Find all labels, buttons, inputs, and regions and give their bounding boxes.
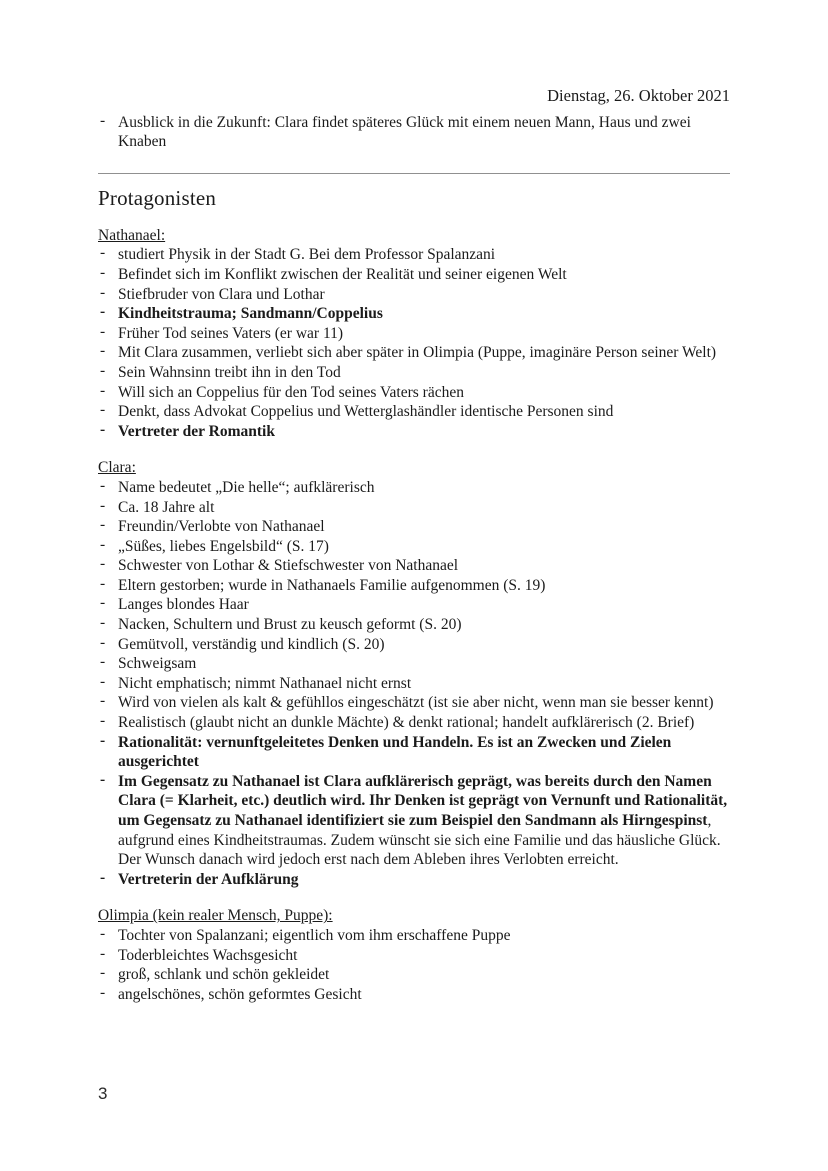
bullet-dash-icon: - xyxy=(100,361,106,379)
list-item-text xyxy=(118,734,671,771)
list-item-text xyxy=(118,423,275,440)
list-item xyxy=(98,245,730,265)
list-item xyxy=(98,556,730,576)
bullet-dash-icon: - xyxy=(100,712,106,730)
list-item xyxy=(98,576,730,596)
list-item-text: Realistisch (glaubt nicht an dunkle Mächte) & denkt rational; handelt aufklärerisch (2. Brief) xyxy=(118,714,695,732)
section-divider xyxy=(98,173,730,174)
bullet-dash-icon: - xyxy=(100,983,106,1001)
list-item xyxy=(98,265,730,285)
list-item-text: Sein Wahnsinn treibt ihn in den Tod xyxy=(118,363,341,381)
list-item-text: Nacken, Schultern und Brust zu keusch geformt (S. 20) xyxy=(118,616,462,634)
list-item-text: „Süßes, liebes Engelsbild“ (S. 17) xyxy=(118,537,329,555)
bullet-dash-icon: - xyxy=(100,496,106,514)
bullet-dash-icon: - xyxy=(100,964,106,982)
list-item-text xyxy=(118,286,325,303)
list-item-text: Nicht emphatisch; nimmt Nathanael nicht ernst xyxy=(118,674,412,692)
list-item-text: Ausblick in die Zukunft: Clara findet späteres Glück mit einem neuen Mann, Haus und zwei Knaben xyxy=(118,113,691,151)
list-item xyxy=(98,615,730,635)
list-item-text: Ca. 18 Jahre alt xyxy=(118,498,215,516)
bullet-dash-icon: - xyxy=(100,342,106,360)
bullet-dash-icon: - xyxy=(100,555,106,573)
list-item-text: Stiefbruder von Clara und Lothar xyxy=(118,285,325,303)
list-item xyxy=(98,965,730,985)
list-item xyxy=(98,478,730,498)
list-item xyxy=(98,285,730,305)
page-number: 3 xyxy=(98,1084,108,1103)
list-item-text xyxy=(118,694,714,711)
list-item-text: Befindet sich im Konflikt zwischen der Realität und seiner eigenen Welt xyxy=(118,265,567,283)
bullet-dash-icon: - xyxy=(100,244,106,262)
list-item-text: Denkt, dass Advokat Coppelius und Wetterglashändler identische Personen sind xyxy=(118,403,614,421)
list-item-text xyxy=(118,675,411,692)
list-item-text xyxy=(118,927,510,944)
bullet-dash-icon: - xyxy=(100,283,106,301)
list-item xyxy=(98,713,730,733)
bullet-dash-icon: - xyxy=(100,401,106,419)
bullet-dash-icon: - xyxy=(100,535,106,553)
bullet-dash-icon: - xyxy=(100,692,106,710)
list-item xyxy=(98,985,730,1005)
list-item-text: studiert Physik in der Stadt G. Bei dem Professor Spalanzani xyxy=(118,246,496,264)
list-item-text xyxy=(118,986,362,1003)
list-item-text xyxy=(118,403,613,420)
list-item-text xyxy=(118,714,694,731)
list-item-text xyxy=(118,325,343,342)
bullet-dash-icon: - xyxy=(100,303,106,321)
bullet-dash-icon: - xyxy=(100,868,106,886)
list-item-text: Eltern gestorben; wurde in Nathanaels Familie aufgenommen (S. 19) xyxy=(118,576,546,594)
list-item-text xyxy=(118,305,383,322)
list-item-text xyxy=(118,246,495,263)
list-item xyxy=(98,654,730,674)
list-item xyxy=(98,870,730,890)
character-section xyxy=(98,906,730,1004)
list-item-text: Mit Clara zusammen, verliebt sich aber später in Olimpia (Puppe, imaginäre Person seiner Welt) xyxy=(118,344,717,362)
list-item-text xyxy=(118,266,567,283)
section-list xyxy=(98,245,730,441)
page-title: Protagonisten xyxy=(98,185,217,210)
list-item xyxy=(98,517,730,537)
list-item xyxy=(98,383,730,403)
character-section xyxy=(98,458,730,889)
list-item-text-rest: , aufgrund eines Kindheitstraumas. Zudem wünscht sie sich eine Familie und das häusliche Glück. Der Wunsch danach wird jedoch erst nach dem Ableben ihres Verlobten erreicht. xyxy=(118,812,721,869)
list-item-text xyxy=(118,577,545,594)
bullet-dash-icon: - xyxy=(100,672,106,690)
list-item-text-bold: Im Gegensatz zu Nathanael ist Clara aufklärerisch geprägt, was bereits durch den Namen Clara (= Klarheit, etc.) deutlich wird. Ihr Denken ist geprägt von Vernunft und Rationalität, um Gegensatz zu Nathanael identifiziert sie zum Beispiel den Sandmann als Hirngespinst xyxy=(118,772,728,829)
bullet-dash-icon: - xyxy=(100,731,106,749)
list-item-text xyxy=(118,616,462,633)
bullet-dash-icon: - xyxy=(100,653,106,671)
list-item-text xyxy=(118,947,297,964)
list-item-text: Schweigsam xyxy=(118,655,197,673)
list-item-text: angelschönes, schön geformtes Gesicht xyxy=(118,985,362,1003)
bullet-dash-icon: - xyxy=(100,924,106,942)
list-item-text xyxy=(118,773,727,868)
bullet-dash-icon: - xyxy=(100,516,106,534)
bullet-dash-icon: - xyxy=(100,111,106,129)
section-title: Olimpia (kein realer Mensch, Puppe): xyxy=(98,907,333,925)
list-item-text: Langes blondes Haar xyxy=(118,596,249,614)
list-item-text xyxy=(118,636,384,653)
bullet-dash-icon: - xyxy=(100,381,106,399)
list-item-text: Will sich an Coppelius für den Tod seines Vaters rächen xyxy=(118,383,464,401)
bullet-dash-icon: - xyxy=(100,263,106,281)
bullet-dash-icon: - xyxy=(100,633,106,651)
list-item xyxy=(98,537,730,557)
bullet-dash-icon: - xyxy=(100,574,106,592)
list-item-text: Schwester von Lothar & Stiefschwester von Nathanael xyxy=(118,557,459,575)
section-title: Clara: xyxy=(98,459,136,477)
list-item-text xyxy=(118,538,329,555)
section-list xyxy=(98,478,730,889)
list-item-text xyxy=(118,114,691,151)
bullet-dash-icon: - xyxy=(100,944,106,962)
list-item xyxy=(98,635,730,655)
list-item-text xyxy=(118,364,341,381)
character-section xyxy=(98,226,730,442)
list-item xyxy=(98,674,730,694)
list-item-text: Freundin/Verlobte von Nathanael xyxy=(118,518,325,536)
list-item-text xyxy=(118,655,196,672)
list-item-text: Gemütvoll, verständig und kindlich (S. 20) xyxy=(118,635,385,653)
list-item xyxy=(98,113,730,152)
bullet-dash-icon: - xyxy=(100,770,106,788)
list-item-text xyxy=(118,557,458,574)
intro-list xyxy=(98,113,730,152)
list-item-text xyxy=(118,344,716,361)
list-item xyxy=(98,402,730,422)
list-item xyxy=(98,946,730,966)
list-item-text xyxy=(118,499,214,516)
list-item-text: Name bedeutet „Die helle“; aufklärerisch xyxy=(118,478,375,496)
list-item-text xyxy=(118,479,374,496)
bullet-dash-icon: - xyxy=(100,322,106,340)
list-item-text: Toderbleichtes Wachsgesicht xyxy=(118,946,298,964)
list-item xyxy=(98,363,730,383)
list-item xyxy=(98,324,730,344)
list-item-text: Rationalität: vernunftgeleitetes Denken und Handeln. Es ist an Zwecken und Zielen ausgerichtet xyxy=(118,733,672,771)
list-item xyxy=(98,595,730,615)
list-item-text: Kindheitstrauma; Sandmann/Coppelius xyxy=(118,305,383,323)
bullet-dash-icon: - xyxy=(100,476,106,494)
list-item xyxy=(98,733,730,772)
section-title: Nathanael: xyxy=(98,226,166,244)
list-item xyxy=(98,772,730,870)
list-item xyxy=(98,498,730,518)
list-item-text: Wird von vielen als kalt & gefühllos eingeschätzt (ist sie aber nicht, wenn man sie besser kennt) xyxy=(118,694,714,712)
list-item xyxy=(98,926,730,946)
bullet-dash-icon: - xyxy=(100,420,106,438)
list-item-text xyxy=(118,596,249,613)
list-item xyxy=(98,304,730,324)
list-item-text: Vertreterin der Aufklärung xyxy=(118,870,299,888)
list-item-text xyxy=(118,518,325,535)
sections-container xyxy=(98,226,730,1005)
list-item-text xyxy=(118,384,464,401)
list-item-text xyxy=(118,871,299,888)
list-item-text xyxy=(118,966,329,983)
page-date: Dienstag, 26. Oktober 2021 xyxy=(547,86,730,105)
list-item xyxy=(98,422,730,442)
list-item-text: Früher Tod seines Vaters (er war 11) xyxy=(118,324,344,342)
list-item xyxy=(98,343,730,363)
list-item xyxy=(98,693,730,713)
list-item-text: groß, schlank und schön gekleidet xyxy=(118,966,330,984)
section-list xyxy=(98,926,730,1004)
bullet-dash-icon: - xyxy=(100,614,106,632)
list-item-text: Tochter von Spalanzani; eigentlich vom ihm erschaffene Puppe xyxy=(118,926,511,944)
list-item-text: Vertreter der Romantik xyxy=(118,422,275,440)
bullet-dash-icon: - xyxy=(100,594,106,612)
